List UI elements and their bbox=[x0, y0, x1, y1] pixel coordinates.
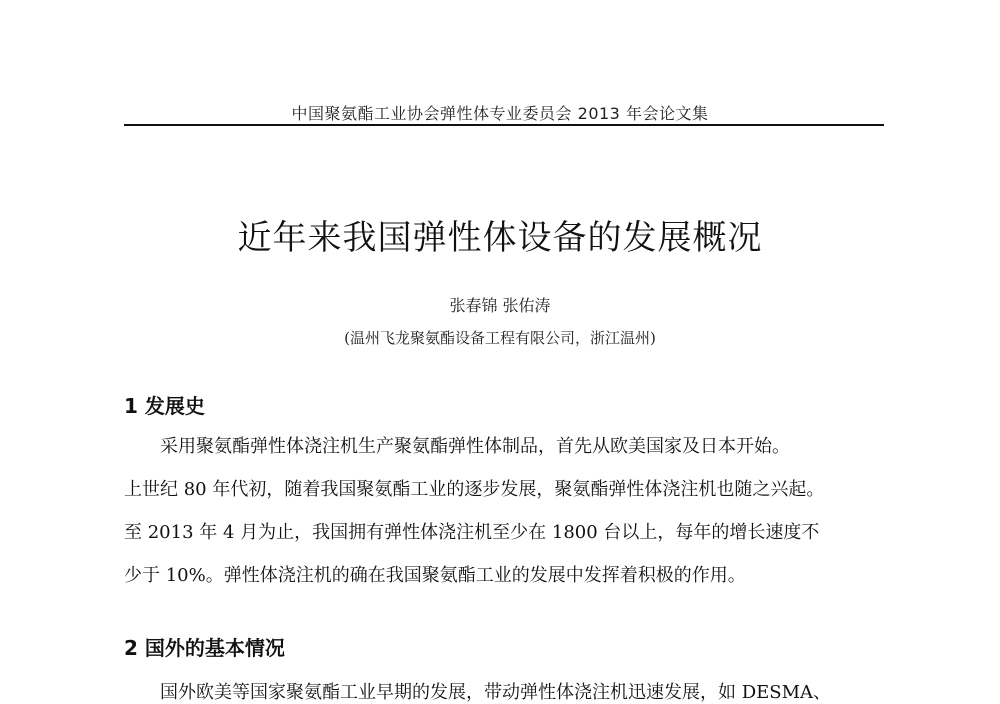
section-heading: 2 国外的基本情况 bbox=[124, 636, 285, 660]
section-heading: 1 发展史 bbox=[124, 394, 205, 418]
paper-authors: 张春锦 张佑涛 bbox=[449, 296, 551, 315]
paragraph-line: 至 2013 年 4 月为止，我国拥有弹性体浇注机至少在 1800 台以上，每年的增长速度不 bbox=[124, 522, 820, 543]
running-header-title: 中国聚氨酯工业协会弹性体专业委员会 2013 年会论文集 bbox=[291, 104, 709, 123]
header-rule bbox=[124, 124, 884, 126]
paragraph-line: 国外欧美等国家聚氨酯工业早期的发展，带动弹性体浇注机迅速发展，如 DESMA、 bbox=[160, 682, 832, 703]
paragraph-line: 少于 10%。弹性体浇注机的确在我国聚氨酯工业的发展中发挥着积极的作用。 bbox=[124, 565, 746, 586]
paragraph-line: 采用聚氨酯弹性体浇注机生产聚氨酯弹性体制品，首先从欧美国家及日本开始。 bbox=[160, 436, 790, 457]
paper-affiliation: (温州飞龙聚氨酯设备工程有限公司，浙江温州) bbox=[344, 329, 656, 347]
paper-title: 近年来我国弹性体设备的发展概况 bbox=[237, 218, 763, 258]
paragraph-line: 上世纪 80 年代初，随着我国聚氨酯工业的逐步发展，聚氨酯弹性体浇注机也随之兴起。 bbox=[124, 479, 825, 500]
